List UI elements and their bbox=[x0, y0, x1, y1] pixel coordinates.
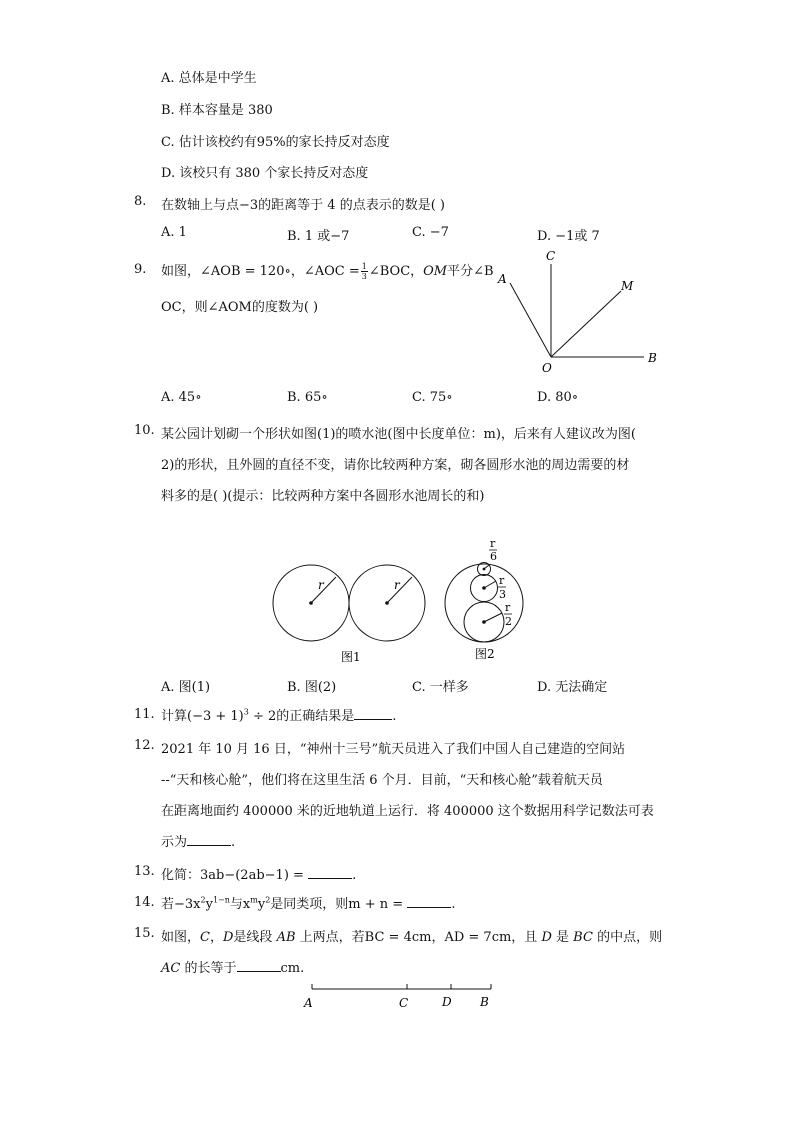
q7-option-a: A. 总体是中学生 bbox=[161, 71, 257, 86]
q14-number: 14. bbox=[134, 895, 155, 910]
q7-option-d: D. 该校只有 380 个家长持反对态度 bbox=[161, 166, 369, 181]
q15-line1: 如图，C，D是线段 AB 上两点，若BC = 4cm，AD = 7cm，且 D 是 BC 的中点，则 bbox=[161, 930, 663, 945]
q8-option-a: A. 1 bbox=[161, 225, 187, 240]
q9-option-c: C. 75∘ bbox=[412, 390, 453, 405]
label-m: M bbox=[621, 279, 634, 293]
point-b: B bbox=[480, 995, 489, 1009]
ray-om bbox=[551, 291, 621, 357]
q9-option-a: A. 45∘ bbox=[161, 390, 202, 405]
q14-stem: 若$-3x^2y^{1-n}$与$x^my^2$是同类项，则m + n = . bbox=[161, 895, 456, 912]
q15-number: 15. bbox=[134, 926, 155, 941]
q10-line2: 2)的形状，且外圆的直径不变，请你比较两种方案，砌各圆形水池的周边需要的材 bbox=[161, 458, 630, 473]
fig1-r-left: r bbox=[318, 578, 324, 592]
q8-option-c: C. −7 bbox=[412, 225, 449, 240]
q11-number: 11. bbox=[134, 707, 155, 722]
q10-option-d: D. 无法确定 bbox=[537, 680, 608, 695]
fig2-r6-den: 6 bbox=[490, 550, 497, 563]
q10-line3: 料多的是( )(提示：比较两种方案中各圆形水池周长的和) bbox=[161, 489, 485, 504]
q9-stem-line2: OC，则∠AOM的度数为( ) bbox=[161, 300, 319, 315]
q10-option-b: B. 图(2) bbox=[287, 680, 337, 695]
answer-blank bbox=[354, 709, 392, 720]
fig2-r6-num: r bbox=[490, 537, 496, 550]
answer-blank bbox=[187, 835, 231, 846]
fraction-one-third: $\frac{1}{3}$ bbox=[361, 262, 367, 281]
point-c: C bbox=[399, 996, 409, 1010]
q10-number: 10. bbox=[134, 423, 155, 438]
fig1-r-right: r bbox=[394, 578, 400, 592]
fig2-r2-num: r bbox=[505, 601, 511, 614]
circles-figure bbox=[268, 536, 528, 666]
q12-line4: 示为 . bbox=[161, 835, 236, 850]
q8-number: 8. bbox=[134, 194, 147, 209]
q12-line1: 2021 年 10 月 16 日，“神州十三号”航天员进入了我们中国人自己建造的空间站 bbox=[161, 742, 626, 757]
q10-line1: 某公园计划砌一个形状如图(1)的喷水池(图中长度单位：m)，后来有人建议改为图( bbox=[161, 427, 636, 442]
angle-figure bbox=[494, 246, 664, 376]
label-c: C bbox=[546, 249, 556, 263]
answer-blank bbox=[237, 961, 281, 972]
q7-option-c: C. 估计该校约有95%的家长持反对态度 bbox=[161, 135, 390, 150]
q7-option-b: B. 样本容量是 380 bbox=[161, 103, 273, 118]
q12-number: 12. bbox=[134, 738, 155, 753]
q9-option-b: B. 65∘ bbox=[287, 390, 328, 405]
q9-option-d: D. 80∘ bbox=[537, 390, 579, 405]
point-a: A bbox=[304, 996, 313, 1010]
q8-stem: 在数轴上与点−3的距离等于 4 的点表示的数是( ) bbox=[161, 198, 445, 213]
q15-line2: AC 的长等于 cm. bbox=[161, 961, 305, 976]
fig2-r3-num: r bbox=[499, 574, 505, 587]
q12-line2: --“天和核心舱”，他们将在这里生活 6 个月．目前，“天和核心舱”载着航天员 bbox=[161, 773, 603, 788]
fig1-caption: 图1 bbox=[341, 650, 361, 664]
q10-option-c: C. 一样多 bbox=[412, 680, 469, 695]
q8-option-d: D. −1或 7 bbox=[537, 229, 600, 244]
q10-option-a: A. 图(1) bbox=[161, 680, 211, 695]
ray-oa bbox=[510, 283, 551, 357]
label-b: B bbox=[648, 351, 657, 365]
q12-line3: 在距离地面约 400000 米的近地轨道上运行．将 400000 这个数据用科学记数法可表 bbox=[161, 804, 654, 819]
label-o: O bbox=[542, 361, 552, 375]
fig2-r2-den: 2 bbox=[505, 615, 512, 628]
answer-blank bbox=[407, 897, 451, 908]
segment-figure bbox=[300, 980, 500, 1015]
answer-blank bbox=[308, 868, 352, 879]
q13-stem: 化简：3ab−(2ab−1) = . bbox=[161, 868, 357, 883]
q13-number: 13. bbox=[134, 864, 155, 879]
label-a: A bbox=[498, 272, 507, 286]
q11-stem: 计算$(-3 + 1)^3 \div 2$的正确结果是 . bbox=[161, 707, 397, 724]
q8-option-b: B. 1 或−7 bbox=[287, 229, 350, 244]
fig2-caption: 图2 bbox=[475, 647, 495, 661]
q9-number: 9. bbox=[134, 262, 147, 277]
fig2-r3-den: 3 bbox=[499, 588, 506, 601]
point-d: D bbox=[442, 995, 452, 1009]
q9-stem-line1: 如图，∠AOB = 120∘，∠AOC = $\frac{1}{3}$ ∠BOC，OM平分∠B bbox=[161, 262, 494, 281]
